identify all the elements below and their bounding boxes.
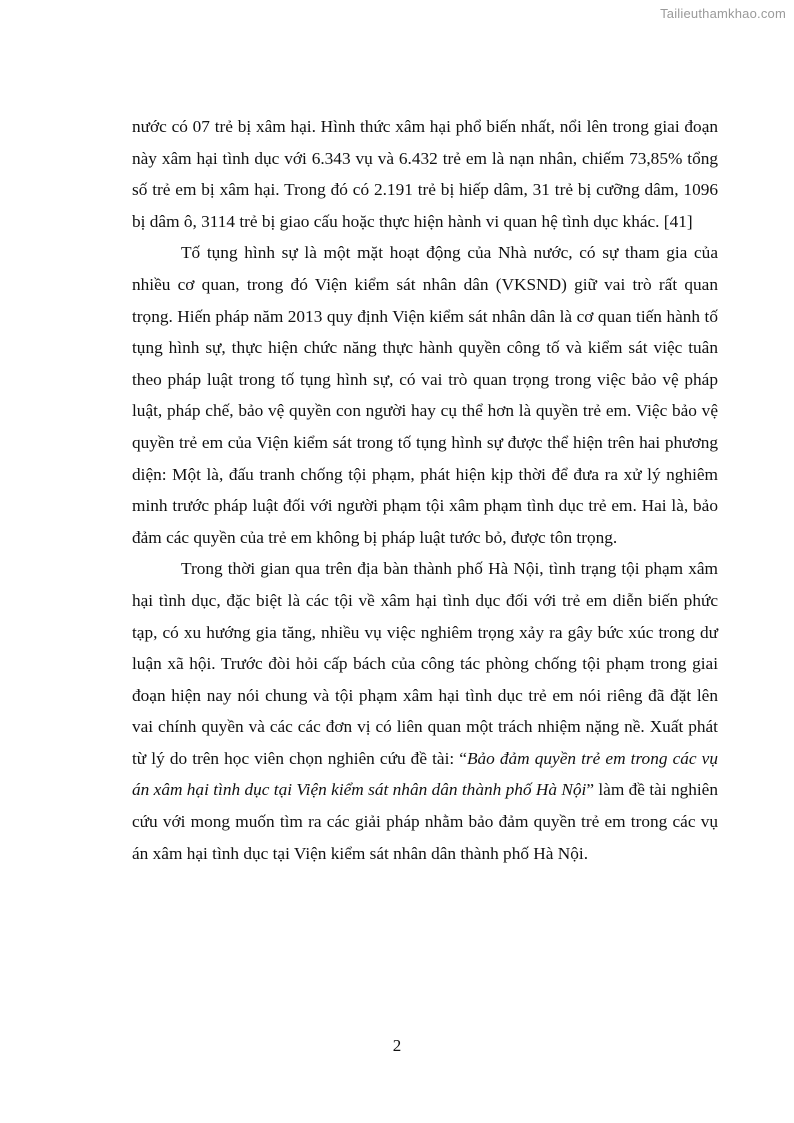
document-body [132, 111, 718, 869]
paragraph-continuation: nước có 07 trẻ bị xâm hại. Hình thức xâm hại phổ biến nhất, nổi lên trong giai đoạn này xâm hại tình dục với 6.343 vụ và 6.432 trẻ em là nạn nhân, chiếm 73,85% tổng số trẻ em bị xâm hại. Trong đó có 2.191 trẻ bị hiếp dâm, 31 trẻ bị cưỡng dâm, 1096 bị dâm ô, 3114 trẻ bị giao cấu hoặc thực hiện hành vi quan hệ tình dục khác. [41] [132, 117, 718, 231]
paragraph-text-before-title: Trong thời gian qua trên địa bàn thành phố Hà Nội, tình trạng tội phạm xâm hại tình dục, đặc biệt là các tội về xâm hại tình dục đối với trẻ em diễn biến phức tạp, có xu hướng gia tăng, nhiều vụ việc nghiêm trọng xảy ra gây bức xúc trong dư luận xã hội. Trước đòi hỏi cấp bách của công tác phòng chống tội phạm trong giai đoạn hiện nay nói chung và tội phạm xâm hại tình dục trẻ em nói riêng đã đặt lên vai chính quyền và các các đơn vị có liên quan một trách nhiệm nặng nề. Xuất phát từ lý do trên học viên chọn nghiên cứu đề tài: “ [132, 559, 718, 768]
paragraph-text-after-title: ” làm đề tài nghiên cứu với mong muốn tìm ra các giải pháp nhằm bảo đảm quyền trẻ em trong các vụ án xâm hại tình dục tại Viện kiểm sát nhân dân thành phố Hà Nội. [132, 780, 718, 863]
page-number: 2 [392, 1036, 402, 1055]
thesis-title: Bảo đảm quyền trẻ em trong các vụ án xâm hại tình dục tại Viện kiểm sát nhân dân thành phố Hà Nội [132, 748, 718, 800]
watermark-text: Tailieuthamkhao.com [660, 6, 786, 21]
paragraph-thesis-rationale [132, 553, 718, 869]
paragraph-criminal-procedure: Tố tụng hình sự là một mặt hoạt động của Nhà nước, có sự tham gia của nhiều cơ quan, trong đó Viện kiểm sát nhân dân (VKSND) giữ vai trò rất quan trọng. Hiến pháp năm 2013 quy định Viện kiểm sát nhân dân là cơ quan tiến hành tố tụng hình sự, thực hiện chức năng thực hành quyền công tố và kiểm sát việc tuân theo pháp luật trong tố tụng hình sự, có vai trò quan trọng trong việc bảo vệ pháp luật, pháp chế, bảo vệ quyền con người hay cụ thể hơn là quyền trẻ em. Việc bảo vệ quyền trẻ em của Viện kiểm sát trong tố tụng hình sự được thể hiện trên hai phương diện: Một là, đấu tranh chống tội phạm, phát hiện kịp thời để đưa ra xử lý nghiêm minh trước pháp luật đối với người phạm tội xâm phạm tình dục trẻ em. Hai là, bảo đảm các quyền của trẻ em không bị pháp luật tước bỏ, được tôn trọng. [132, 243, 718, 547]
